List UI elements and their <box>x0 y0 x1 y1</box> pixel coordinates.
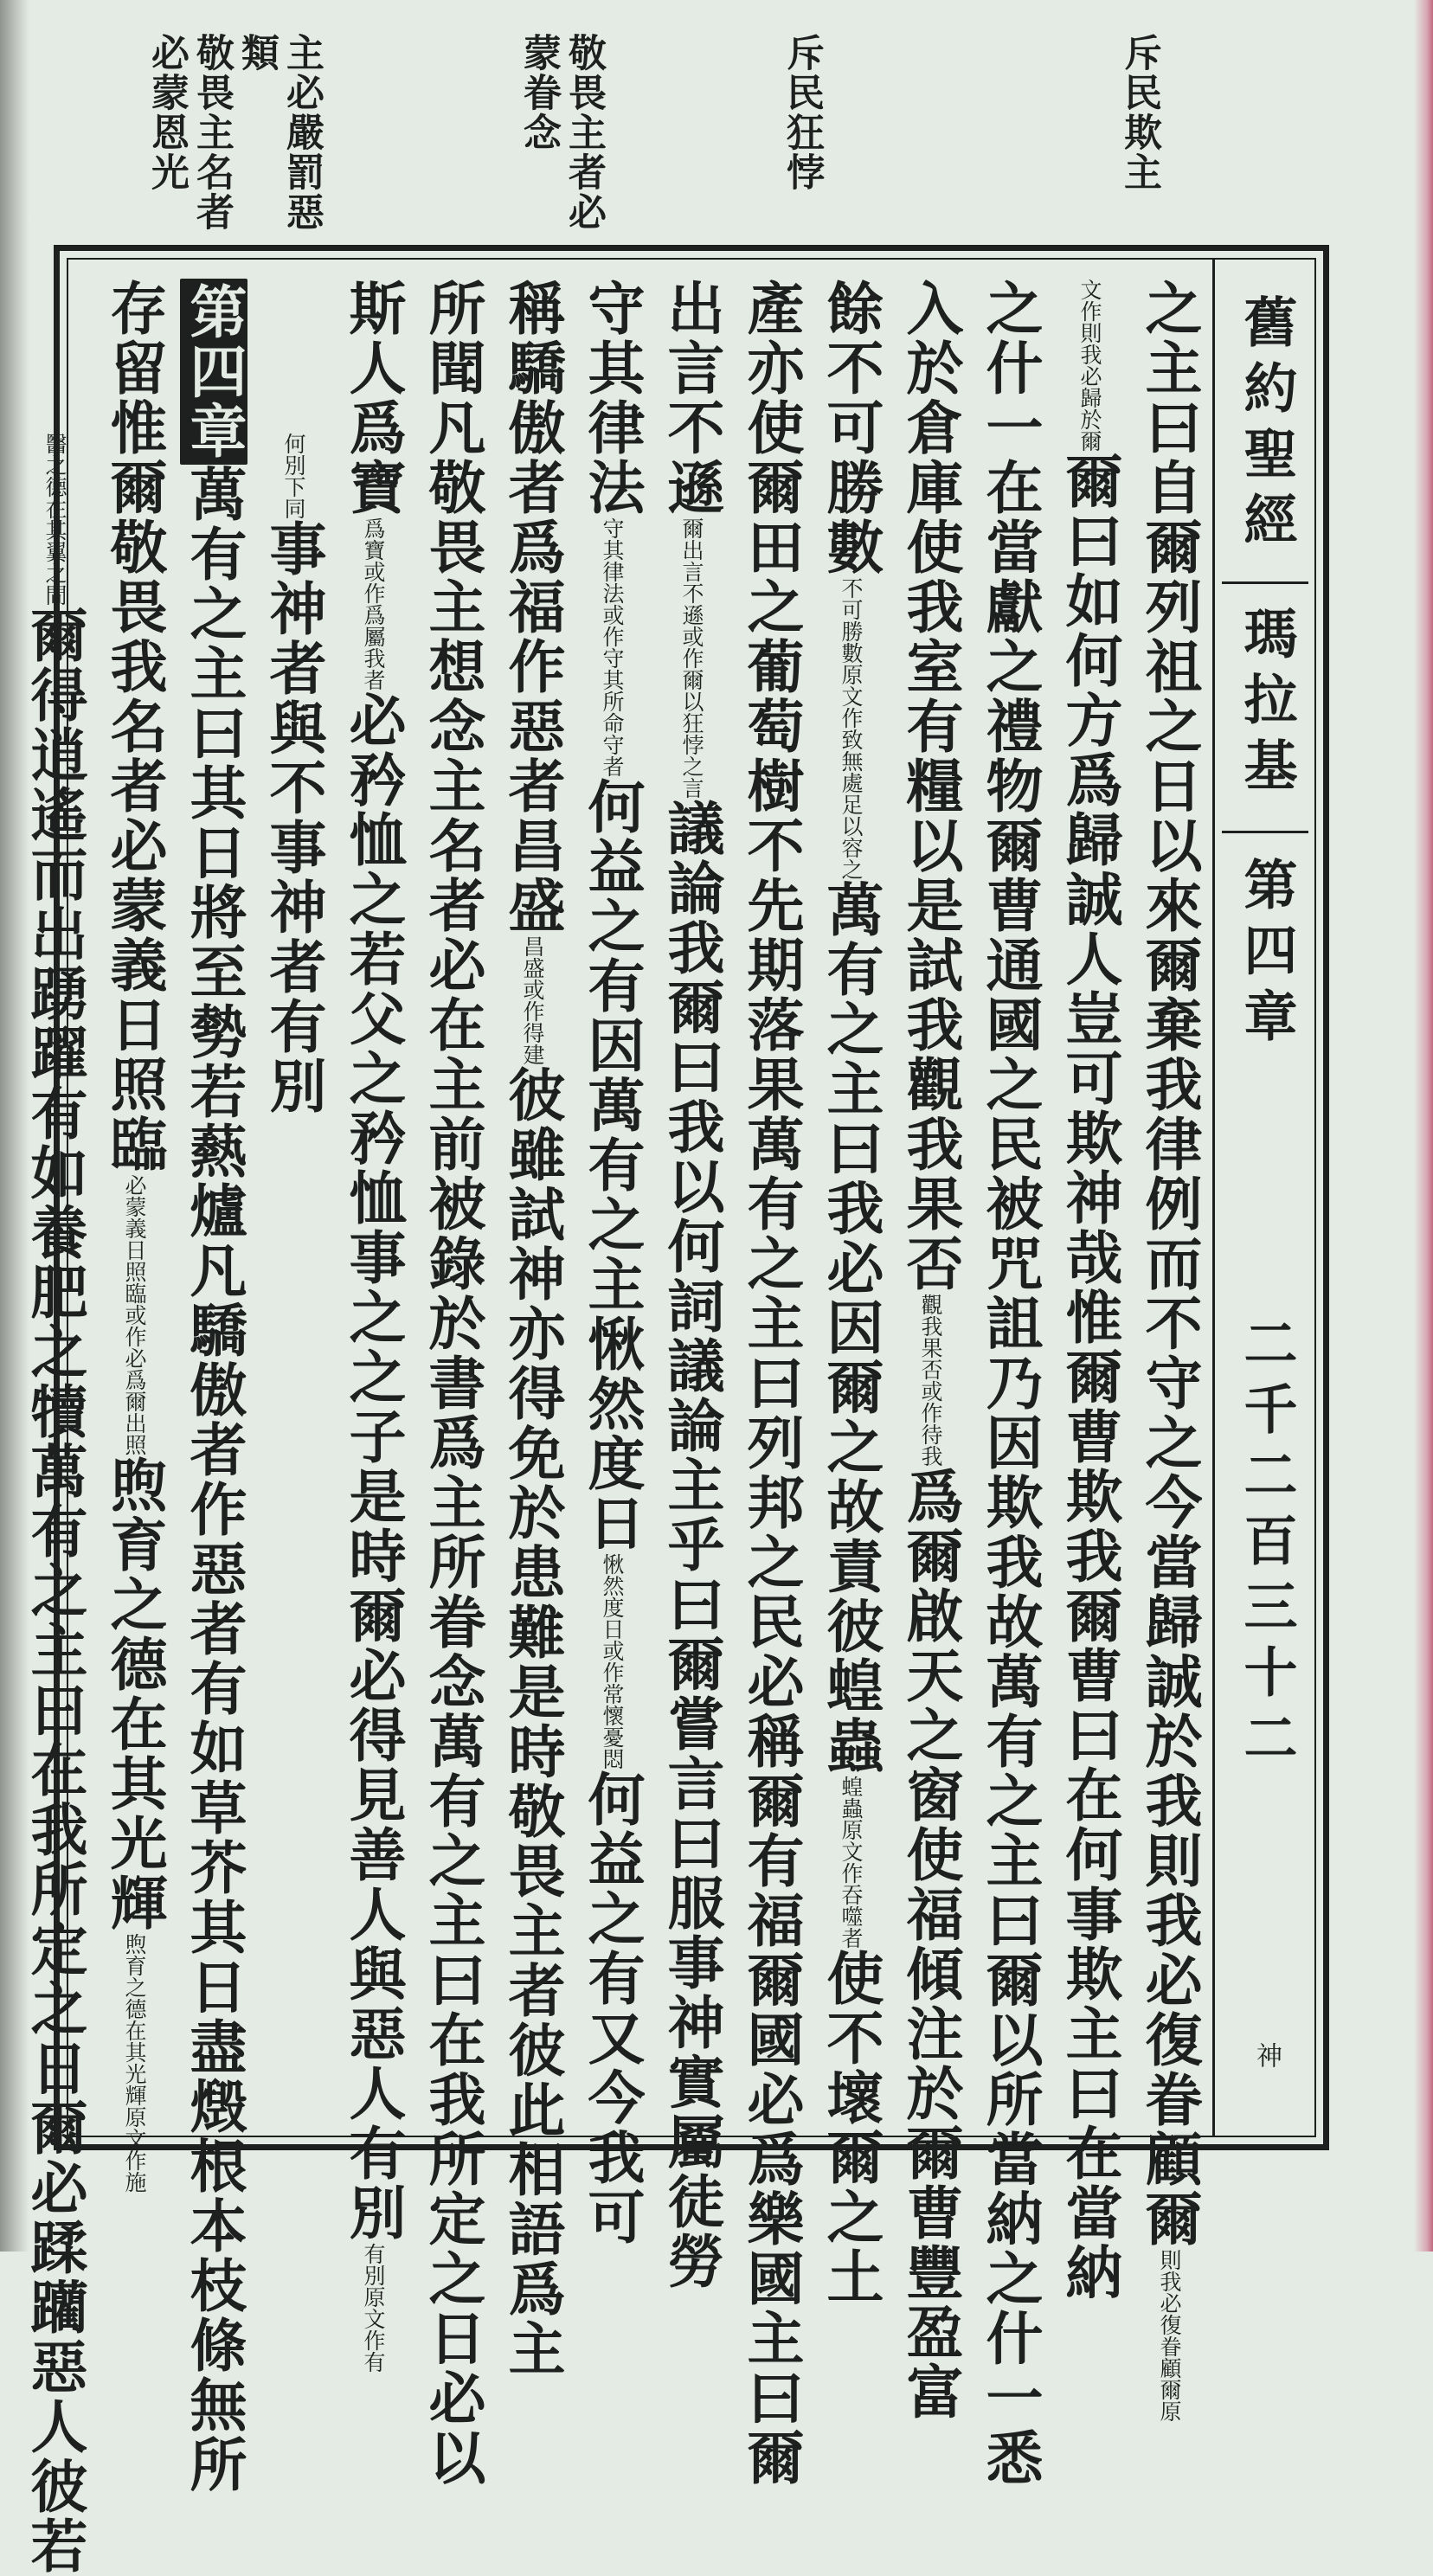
chapter-label: 第四章 <box>1235 857 1298 1054</box>
margin-notes <box>0 0 1433 234</box>
text-column <box>254 279 333 2279</box>
text-column <box>811 279 890 2307</box>
verse-text: 之主曰自爾列祖之日以來爾棄我律例而不守之今當歸誠於我則我必復眷顧爾 <box>1135 279 1203 2249</box>
chapter-heading: 第四章 <box>180 279 247 465</box>
annotation: 昌盛或作得建 <box>520 935 545 1065</box>
verse-text: 事神者與不事神者有別 <box>260 519 327 1116</box>
scripture-text <box>21 279 1209 2576</box>
annotation: 煦育之德在其光輝原文作施 <box>122 1933 147 2193</box>
annotation: 文作則我必歸於爾 <box>1077 279 1102 452</box>
margin-note-line: 主必嚴罰惡 <box>280 33 324 232</box>
verse-text: 產亦使爾田之葡萄樹不先期落果萬有之主曰列邦之民必稱爾有福爾國必爲樂國主曰爾 <box>737 279 805 2488</box>
verse-text: 彼雖試神亦得免於患難是時敬畏主者彼此相語爲主 <box>498 1065 566 2379</box>
margin-note <box>144 33 324 232</box>
text-column <box>731 279 811 2488</box>
verse-text: 煦育之德在其光輝 <box>100 1455 168 1933</box>
text-column <box>333 279 413 2373</box>
annotation: 守其律法或作守其所命守者 <box>600 517 625 777</box>
annotation: 蝗蟲原文作吞噬者 <box>839 1776 864 1949</box>
verse-text: 萬有之主曰其日將至勢若爇爐凡驕傲者作惡者有如草芥其日盡燬根本枝條無所 <box>180 465 247 2495</box>
text-column <box>652 279 731 2291</box>
verse-text: 入於倉庫使我室有糧以是試我觀我果否 <box>896 279 964 1294</box>
annotation: 爲寶或作爲屬我者 <box>361 517 386 691</box>
verse-text: 爾曰如何方爲歸誠人豈可欺神哉惟爾曹欺我爾曹曰在何事欺主曰在當納 <box>1056 452 1123 2303</box>
annotation: 則我必復眷顧爾原 <box>1157 2249 1182 2422</box>
margin-note-line: 類 <box>235 33 279 73</box>
verse-text: 稱驕傲者爲福作惡者昌盛 <box>498 279 566 935</box>
text-column <box>970 279 1050 2488</box>
verse-text: 守其律法 <box>578 279 646 517</box>
verse-text: 何益之有又今我可 <box>578 1770 646 2247</box>
margin-note-line: 敬畏主者必 <box>562 33 606 232</box>
section-mark: 神 <box>1251 2042 1282 2068</box>
text-column <box>1050 279 1129 2303</box>
book-title: 舊約聖經 <box>1235 294 1298 557</box>
verse-text: 何益之有因萬有之主愀然度日 <box>578 777 646 1553</box>
annotation: 必蒙義日照臨或作必爲爾出照 <box>122 1174 147 1455</box>
header-divider <box>1222 831 1308 833</box>
margin-note-line: 斥民欺主 <box>1117 33 1161 192</box>
annotation: 觀我果否或作待我 <box>918 1294 943 1467</box>
text-column <box>413 279 492 2488</box>
running-header <box>1212 260 1314 2136</box>
margin-note-line: 敬畏主名者 <box>190 33 234 232</box>
verse-text: 之什一在當獻之禮物爾曹通國之民被咒詛乃因欺我故萬有之主曰爾以所當納之什一悉 <box>976 279 1044 2488</box>
margin-note <box>516 33 606 232</box>
text-column <box>94 279 174 2193</box>
annotation: 有別原文作有 <box>361 2243 386 2373</box>
verse-text: 出言不遜 <box>658 279 725 517</box>
verse-text: 萬有之主曰我必因爾之故責彼蝗蟲 <box>817 880 884 1776</box>
text-column <box>174 279 254 2495</box>
annotation: 愀然度日或作常懷憂悶 <box>600 1553 625 1770</box>
verse-text: 存留惟爾敬畏我名者必蒙義日照臨 <box>100 279 168 1174</box>
header-divider <box>1222 581 1308 584</box>
margin-note-line: 必蒙恩光 <box>145 33 189 192</box>
annotation: 何別下同 <box>281 433 306 519</box>
text-column <box>15 279 94 2576</box>
text-column <box>890 279 970 2422</box>
annotation: 醫之德在其翼之間 <box>42 433 67 606</box>
verse-text: 議論我爾曰我以何詞議論主乎曰爾嘗言曰服事神實屬徒勞 <box>658 799 725 2291</box>
verse-text: 必矜恤之若父之矜恤事之之子是時爾必得見善人與惡人有別 <box>339 691 407 2243</box>
annotation: 不可勝數原文作致無處足以容之 <box>839 577 864 880</box>
annotation: 爾出言不遜或作爾以狂悖之言 <box>679 517 704 799</box>
text-frame <box>21 245 1329 2576</box>
text-frame-inner <box>21 258 1316 2576</box>
verse-text: 斯人爲寶 <box>339 279 407 517</box>
margin-note-line: 蒙眷念 <box>517 33 561 152</box>
margin-note-line: 斥民狂悖 <box>780 33 824 192</box>
verse-text: 爾得逍遙而出踴躍有如養肥之犢萬有之主曰在我所定之日爾必蹂躪惡人彼若 <box>21 606 88 2576</box>
prophet-name: 瑪拉基 <box>1235 606 1298 803</box>
verse-text: 使不壞爾之土 <box>817 1949 884 2307</box>
verse-text: 所聞凡敬畏主想念主名者必在主前被錄於書爲主所眷念萬有之主曰在我所定之日必以 <box>419 279 486 2488</box>
text-column <box>1129 279 1209 2422</box>
margin-note <box>779 33 824 192</box>
text-column <box>572 279 652 2247</box>
verse-text: 爲爾啟天之窗使福傾注於爾曹豐盈富 <box>896 1467 964 2422</box>
margin-note <box>1116 33 1161 192</box>
text-column <box>492 279 572 2379</box>
page-edge-right <box>1414 0 1433 2252</box>
verse-text: 餘不可勝數 <box>817 279 884 577</box>
page-number: 二千二百三十二 <box>1235 1315 1298 1776</box>
